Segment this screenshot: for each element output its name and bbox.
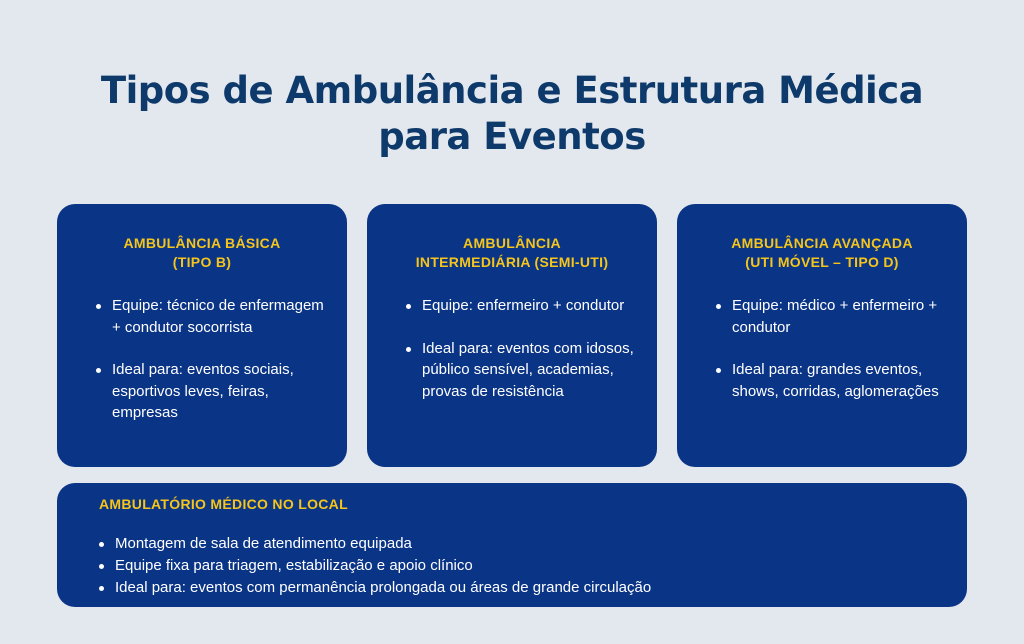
bullet-ideal-for: Ideal para: eventos com idosos, público sensível, academias, provas de resistência <box>395 338 637 403</box>
card-title <box>85 234 319 272</box>
card-title: AMBULATÓRIO MÉDICO NO LOCAL <box>99 496 348 512</box>
bullet-setup: Montagem de sala de atendimento equipada <box>99 533 947 555</box>
card-title-line-1: AMBULÂNCIA <box>463 235 561 251</box>
card-title <box>395 234 629 272</box>
bullet-list <box>85 295 327 424</box>
card-title-line-1: AMBULÂNCIA AVANÇADA <box>731 235 913 251</box>
card-advanced-ambulance <box>677 204 967 467</box>
bullet-ideal-for: Ideal para: grandes eventos, shows, corridas, aglomerações <box>705 359 947 402</box>
card-intermediate-ambulance <box>367 204 657 467</box>
card-basic-ambulance <box>57 204 347 467</box>
card-title-line-1: AMBULÂNCIA BÁSICA <box>123 235 281 251</box>
page-title-line-1: Tipos de Ambulância e Estrutura Médica <box>100 69 924 112</box>
bullet-ideal-for: Ideal para: eventos com permanência prolongada ou áreas de grande circulação <box>99 577 947 599</box>
bullet-list <box>395 295 637 402</box>
bullet-list <box>705 295 947 402</box>
bullet-list <box>99 533 947 599</box>
bullet-team: Equipe: médico + enfermeiro + condutor <box>705 295 947 338</box>
bullet-team: Equipe: técnico de enfermagem + condutor socorrista <box>85 295 327 338</box>
bullet-ideal-for: Ideal para: eventos sociais, esportivos leves, feiras, empresas <box>85 359 327 424</box>
page-title-line-2: para Eventos <box>378 115 646 158</box>
page-title <box>0 68 1024 160</box>
card-title <box>705 234 939 272</box>
bullet-team: Equipe fixa para triagem, estabilização e apoio clínico <box>99 555 947 577</box>
card-title-line-2: INTERMEDIÁRIA (SEMI-UTI) <box>415 254 609 270</box>
card-title-line-2: (TIPO B) <box>172 254 232 270</box>
card-on-site-clinic <box>57 483 967 607</box>
bullet-team: Equipe: enfermeiro + condutor <box>395 295 637 317</box>
card-title-line-2: (UTI MÓVEL – TIPO D) <box>745 254 899 270</box>
